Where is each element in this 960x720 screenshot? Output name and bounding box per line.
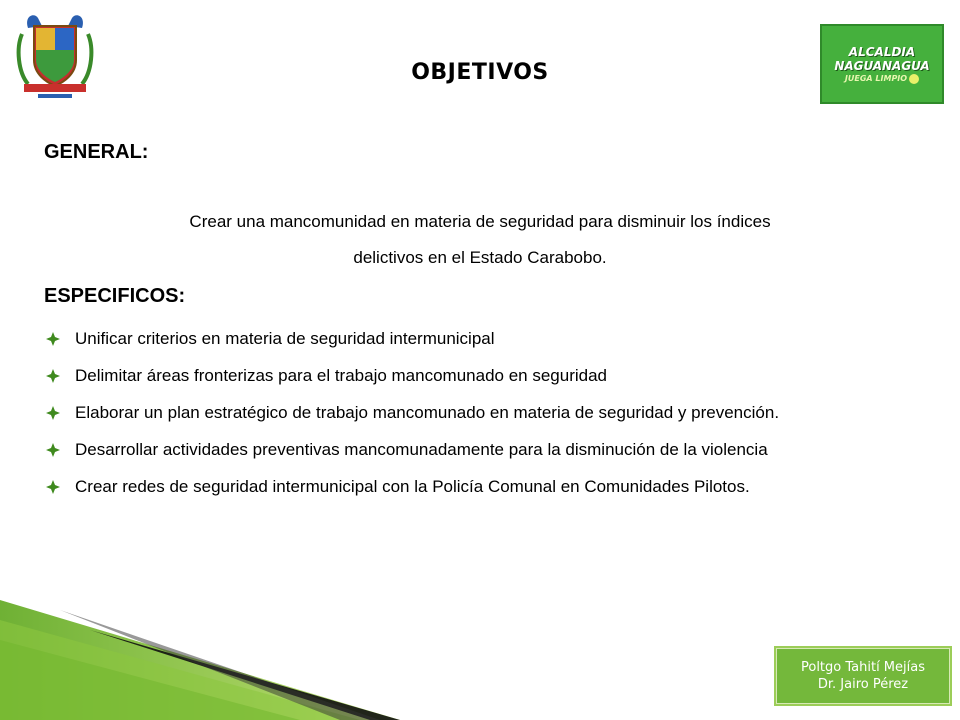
- slide-title: OBJETIVOS: [411, 60, 549, 85]
- diamond-bullet-icon: [46, 395, 66, 431]
- list-item: [46, 321, 906, 357]
- list-item: [46, 469, 906, 505]
- general-heading: GENERAL:: [44, 141, 149, 163]
- list-item-text: Desarrollar actividades preventivas mancomunadamente para la disminución de la violencia: [75, 440, 768, 459]
- general-objective: [60, 204, 900, 276]
- author-box: [776, 648, 950, 704]
- list-item-text: Unificar criterios en materia de seguridad intermunicipal: [75, 329, 495, 348]
- list-item: [46, 432, 906, 468]
- corner-decoration: [0, 600, 400, 720]
- author-line1: Poltgo Tahití Mejías: [800, 660, 925, 675]
- list-item-text: Delimitar áreas fronterizas para el trabajo mancomunado en seguridad: [75, 366, 608, 385]
- author-line2: Dr. Jairo Pérez: [817, 677, 909, 692]
- list-item-text: Elaborar un plan estratégico de trabajo mancomunado en materia de seguridad y prevención.: [75, 403, 780, 422]
- list-item-text: Crear redes de seguridad intermunicipal con la Policía Comunal en Comunidades Pilotos.: [75, 477, 750, 496]
- logo-line-alcaldia: ALCALDIA: [848, 44, 916, 59]
- general-objective-line2: delictivos en el Estado Carabobo.: [353, 248, 607, 267]
- logo-line-naguanagua: NAGUANAGUA: [834, 58, 930, 73]
- especificos-heading: ESPECIFICOS:: [44, 285, 186, 307]
- diamond-bullet-icon: [46, 358, 66, 394]
- general-objective-line1: Crear una mancomunidad en materia de seguridad para disminuir los índices: [189, 212, 771, 231]
- diamond-bullet-icon: [46, 321, 66, 357]
- diamond-bullet-icon: [46, 432, 66, 468]
- list-item: [46, 358, 906, 394]
- especificos-list: [46, 321, 906, 506]
- coat-of-arms-logo: [14, 8, 96, 100]
- list-item: [46, 395, 906, 431]
- diamond-bullet-icon: [46, 469, 66, 505]
- logo-slogan-text: JUEGA LIMPIO: [844, 74, 908, 83]
